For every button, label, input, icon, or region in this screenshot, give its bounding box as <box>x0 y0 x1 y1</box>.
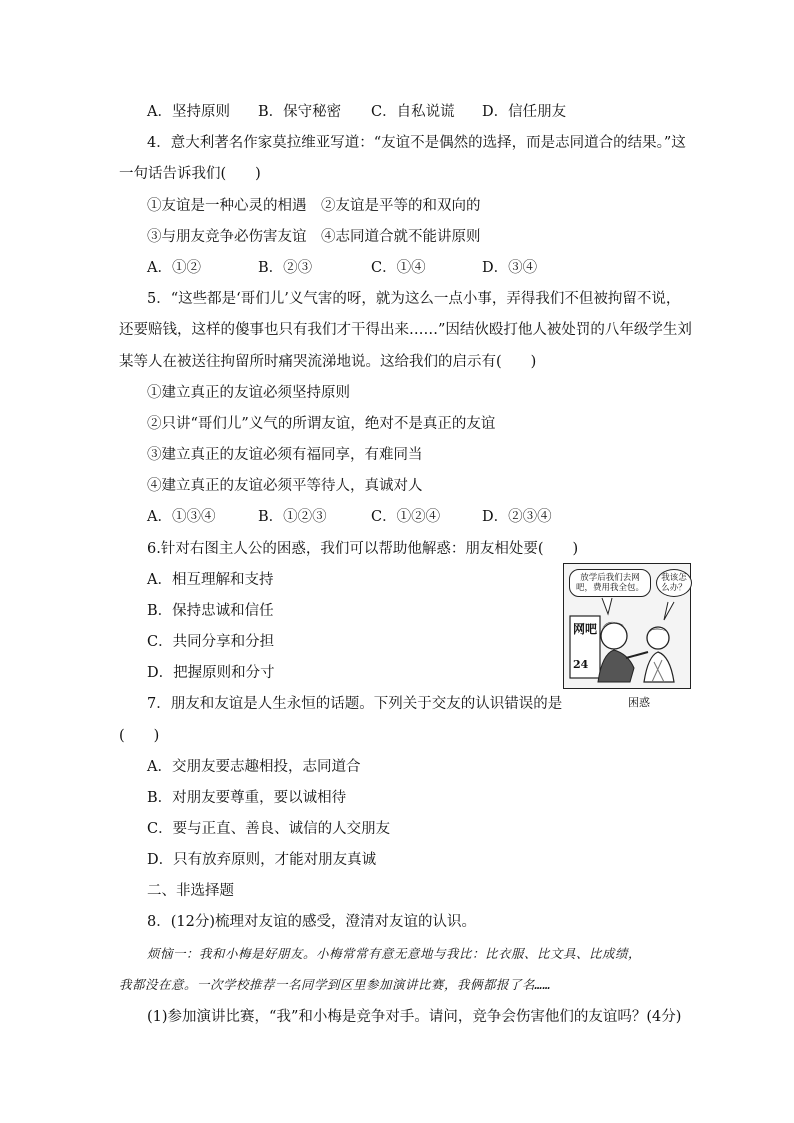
q5-statement-4: ④建立真正的友谊必须平等待人，真诚对人 <box>147 478 423 494</box>
speech-bubble-left: 放学后我们去网吧，费用我全包。 <box>569 569 651 597</box>
section-heading-nonchoice: 二、非选择题 <box>147 883 234 899</box>
q4-statements-2: ③与朋友竞争必伤害友谊 ④志同道合就不能讲原则 <box>147 229 481 245</box>
q5-statement-3: ③建立真正的友谊必须有福同享，有难同当 <box>147 447 423 463</box>
q8-handwritten-line2: 我都没在意。一次学校推荐一名同学到区里参加演讲比赛，我俩都报了名…… <box>119 977 552 992</box>
q4-stem-line1: 4．意大利著名作家莫拉维亚写道：“友谊不是偶然的选择，而是志同道合的结果。”这 <box>147 135 686 151</box>
q3-option-c: C．自私说谎 <box>371 104 455 120</box>
q5-option-a: A．①③④ <box>147 509 216 525</box>
q8-subquestion-1: (1)参加演讲比赛，“我”和小梅是竞争对手。请问，竞争会伤害他们的友谊吗？(4分) <box>147 1009 682 1025</box>
netcafe-sign-number: 24 <box>573 658 589 671</box>
q5-stem-line2: 还要赔钱，这样的傻事也只有我们才干得出来……”因结伙殴打他人被处罚的八年级学生刘 <box>119 322 692 338</box>
q7-option-a: A．交朋友要志趣相投，志同道合 <box>147 759 361 775</box>
q4-option-b: B．②③ <box>258 260 313 276</box>
q4-statements-1: ①友谊是一种心灵的相遇 ②友谊是平等的和双向的 <box>147 198 481 214</box>
q7-option-b: B．对朋友要尊重，要以诚相待 <box>147 790 347 806</box>
cartoon-figure <box>563 563 691 689</box>
q5-statement-2: ②只讲“哥们儿”义气的所谓友谊，绝对不是真正的友谊 <box>147 416 496 432</box>
q7-stem-line2: ( ) <box>119 728 160 744</box>
q7-option-d: D．只有放弃原则，才能对朋友真诚 <box>147 852 377 868</box>
q5-option-c: C．①②④ <box>371 509 441 525</box>
q3-option-d: D．信任朋友 <box>482 104 567 120</box>
q4-option-a: A．①② <box>147 260 201 276</box>
speech-bubble-right: 我该怎么办？ <box>656 569 692 597</box>
q4-option-d: D．③④ <box>482 260 538 276</box>
q8-handwritten-line1: 烦恼一：我和小梅是好朋友。小梅常常有意无意地与我比：比衣服、比文具、比成绩， <box>147 946 642 961</box>
q5-stem-line3: 某等人在被送往拘留所时痛哭流涕地说。这给我们的启示有( ) <box>119 354 537 370</box>
q5-option-b: B．①②③ <box>258 509 327 525</box>
q8-stem: 8．(12分)梳理对友谊的感受，澄清对友谊的认识。 <box>147 914 476 930</box>
q3-option-a: A．坚持原则 <box>147 104 230 120</box>
q7-stem-line1: 7．朋友和友谊是人生永恒的话题。下列关于交友的认识错误的是 <box>147 696 563 712</box>
q6-option-b: B．保持忠诚和信任 <box>147 603 274 619</box>
q5-stem-line1: 5．“这些都是‘哥们儿’义气害的呀，就为这么一点小事，弄得我们不但被拘留不说， <box>147 291 681 307</box>
q6-stem: 6.针对右图主人公的困惑，我们可以帮助他解惑：朋友相处要( ) <box>147 541 579 557</box>
q6-option-a: A．相互理解和支持 <box>147 572 274 588</box>
q7-option-c: C．要与正直、善良、诚信的人交朋友 <box>147 821 391 837</box>
q5-statement-1: ①建立真正的友谊必须坚持原则 <box>147 385 350 401</box>
q4-stem-line2: 一句话告诉我们( ) <box>119 166 261 182</box>
q5-option-d: D．②③④ <box>482 509 552 525</box>
figure-caption: 困惑 <box>628 696 650 709</box>
q6-option-d: D．把握原则和分寸 <box>147 665 275 681</box>
q4-option-c: C．①④ <box>371 260 426 276</box>
q6-option-c: C．共同分享和分担 <box>147 634 275 650</box>
q3-option-b: B．保守秘密 <box>258 104 342 120</box>
netcafe-sign-text: 网吧 <box>573 622 598 636</box>
